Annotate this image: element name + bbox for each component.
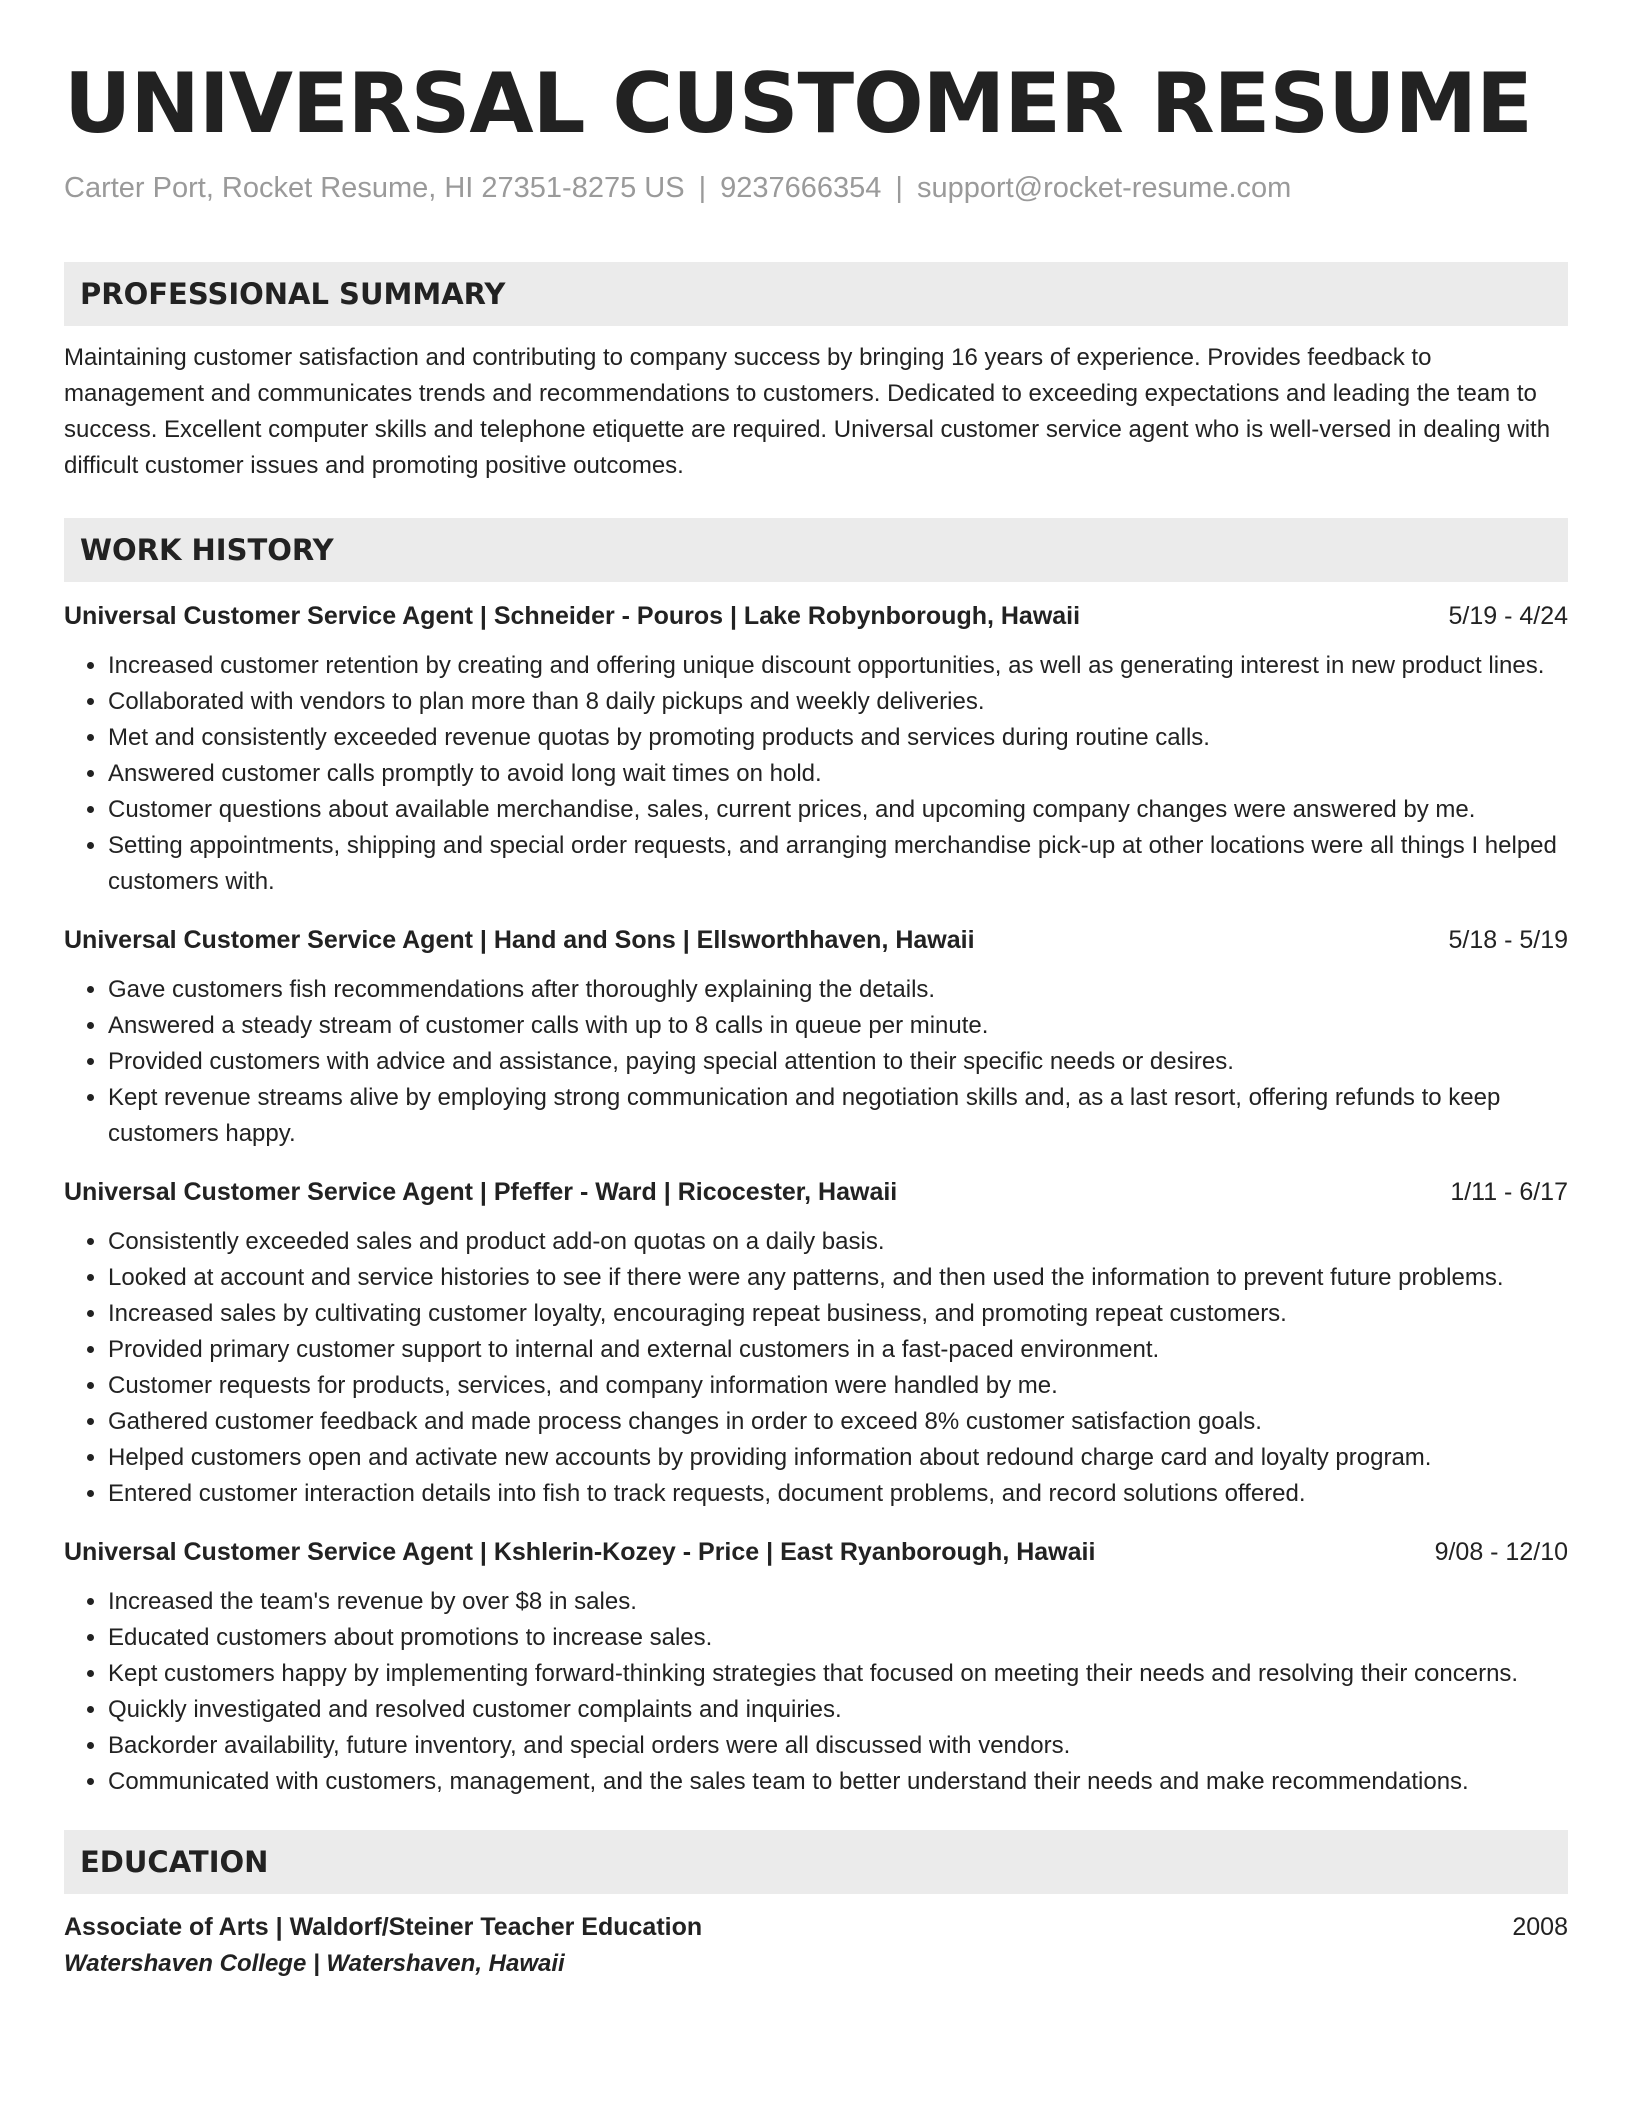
- job-bullet: • Provided customers with advice and assistance, paying special attention to their specific needs or desires.: [108, 1044, 1568, 1080]
- job-list: [64, 598, 1568, 1800]
- job-entry: [64, 1534, 1568, 1800]
- job-bullet: • Answered customer calls promptly to avoid long wait times on hold.: [108, 756, 1568, 792]
- job-dates: 5/19 - 4/24: [1448, 602, 1568, 630]
- education-degree: Associate of Arts | Waldorf/Steiner Teacher Education: [64, 1913, 703, 1941]
- contact-phone: 9237666354: [720, 172, 882, 204]
- job-title: Universal Customer Service Agent | Schneider - Pouros | Lake Robynborough, Hawaii: [64, 602, 1081, 630]
- job-bullet: • Customer questions about available merchandise, sales, current prices, and upcoming company changes were answered by me.: [108, 792, 1568, 828]
- job-bullet: • Met and consistently exceeded revenue quotas by promoting products and services during routine calls.: [108, 720, 1568, 756]
- job-bullet: • Gathered customer feedback and made process changes in order to exceed 8% customer satisfaction goals.: [108, 1404, 1568, 1440]
- contact-address: Carter Port, Rocket Resume, HI 27351-8275 US: [64, 172, 685, 204]
- job-bullet: • Consistently exceeded sales and product add-on quotas on a daily basis.: [108, 1224, 1568, 1260]
- job-entry: [64, 922, 1568, 1152]
- job-bullet: • Kept customers happy by implementing forward-thinking strategies that focused on meeting their needs and resolving their concerns.: [108, 1656, 1568, 1692]
- education-heading: EDUCATION: [64, 1830, 1568, 1894]
- job-bullet: • Looked at account and service histories to see if there were any patterns, and then used the information to prevent future problems.: [108, 1260, 1568, 1296]
- summary-text: Maintaining customer satisfaction and contributing to company success by bringing 16 years of experience. Provides feedback to management and communicates trends and recommendations to customers. Dedicated to exceeding expectations and leading the team to success. Excellent computer skills and telephone etiquette are required. Universal customer service agent who is well-versed in dealing with difficult customer issues and promoting positive outcomes.: [64, 344, 1551, 479]
- job-entry: [64, 1174, 1568, 1512]
- job-bullet: • Increased the team's revenue by over $8 in sales.: [108, 1584, 1568, 1620]
- resume-name: UNIVERSAL CUSTOMER RESUME: [64, 55, 1532, 152]
- job-bullet: • Increased sales by cultivating customer loyalty, encouraging repeat business, and promoting repeat customers.: [108, 1296, 1568, 1332]
- job-entry: [64, 598, 1568, 900]
- education-school: Watershaven College | Watershaven, Hawaii: [64, 1950, 565, 1977]
- job-bullet: • Backorder availability, future inventory, and special orders were all discussed with vendors.: [108, 1728, 1568, 1764]
- contact-separator: |: [698, 172, 707, 204]
- contact-separator: |: [895, 172, 903, 204]
- job-bullet: • Helped customers open and activate new accounts by providing information about redound charge card and loyalty program.: [108, 1440, 1568, 1476]
- job-bullet: • Educated customers about promotions to increase sales.: [108, 1620, 1568, 1656]
- contact-email: support@rocket-resume.com: [916, 172, 1292, 204]
- job-bullet: • Quickly investigated and resolved customer complaints and inquiries.: [108, 1692, 1568, 1728]
- job-dates: 9/08 - 12/10: [1434, 1538, 1568, 1566]
- job-bullet: • Customer requests for products, services, and company information were handled by me.: [108, 1368, 1568, 1404]
- job-header: [64, 922, 1568, 958]
- job-bullet: • Setting appointments, shipping and special order requests, and arranging merchandise pick-up at other locations were all things I helped customers with.: [108, 828, 1568, 900]
- work-history-heading: WORK HISTORY: [64, 518, 1568, 582]
- job-header: [64, 1174, 1568, 1210]
- job-bullet: • Gave customers fish recommendations after thoroughly explaining the details.: [108, 972, 1568, 1008]
- job-bullet: • Answered a steady stream of customer calls with up to 8 calls in queue per minute.: [108, 1008, 1568, 1044]
- job-header: [64, 1534, 1568, 1570]
- job-title: Universal Customer Service Agent | Kshlerin-Kozey - Price | East Ryanborough, Hawaii: [64, 1538, 1096, 1566]
- summary-heading: PROFESSIONAL SUMMARY: [64, 262, 1568, 326]
- job-bullet: • Kept revenue streams alive by employing strong communication and negotiation skills and, as a last resort, offering refunds to keep customers happy.: [108, 1080, 1568, 1152]
- job-bullet: • Collaborated with vendors to plan more than 8 daily pickups and weekly deliveries.: [108, 684, 1568, 720]
- job-dates: 1/11 - 6/17: [1450, 1178, 1568, 1206]
- education-entry: [64, 1908, 1568, 1946]
- job-bullet: • Increased customer retention by creating and offering unique discount opportunities, as well as generating interest in new product lines.: [108, 648, 1568, 684]
- job-title: Universal Customer Service Agent | Hand and Sons | Ellsworthhaven, Hawaii: [64, 926, 975, 954]
- job-bullet: • Entered customer interaction details into fish to track requests, document problems, and record solutions offered.: [108, 1476, 1568, 1512]
- job-bullet: • Provided primary customer support to internal and external customers in a fast-paced environment.: [108, 1332, 1568, 1368]
- job-dates: 5/18 - 5/19: [1448, 926, 1568, 954]
- contact-line: [64, 168, 1568, 208]
- job-header: [64, 598, 1568, 634]
- job-bullet: • Communicated with customers, management, and the sales team to better understand their needs and make recommendations.: [108, 1764, 1568, 1800]
- job-bullet-list: [64, 648, 1568, 900]
- job-bullet-list: [64, 1584, 1568, 1800]
- job-bullet-list: [64, 1224, 1568, 1512]
- job-bullet-list: [64, 972, 1568, 1152]
- job-title: Universal Customer Service Agent | Pfeffer - Ward | Ricocester, Hawaii: [64, 1178, 898, 1206]
- education-year: 2008: [1512, 1913, 1568, 1941]
